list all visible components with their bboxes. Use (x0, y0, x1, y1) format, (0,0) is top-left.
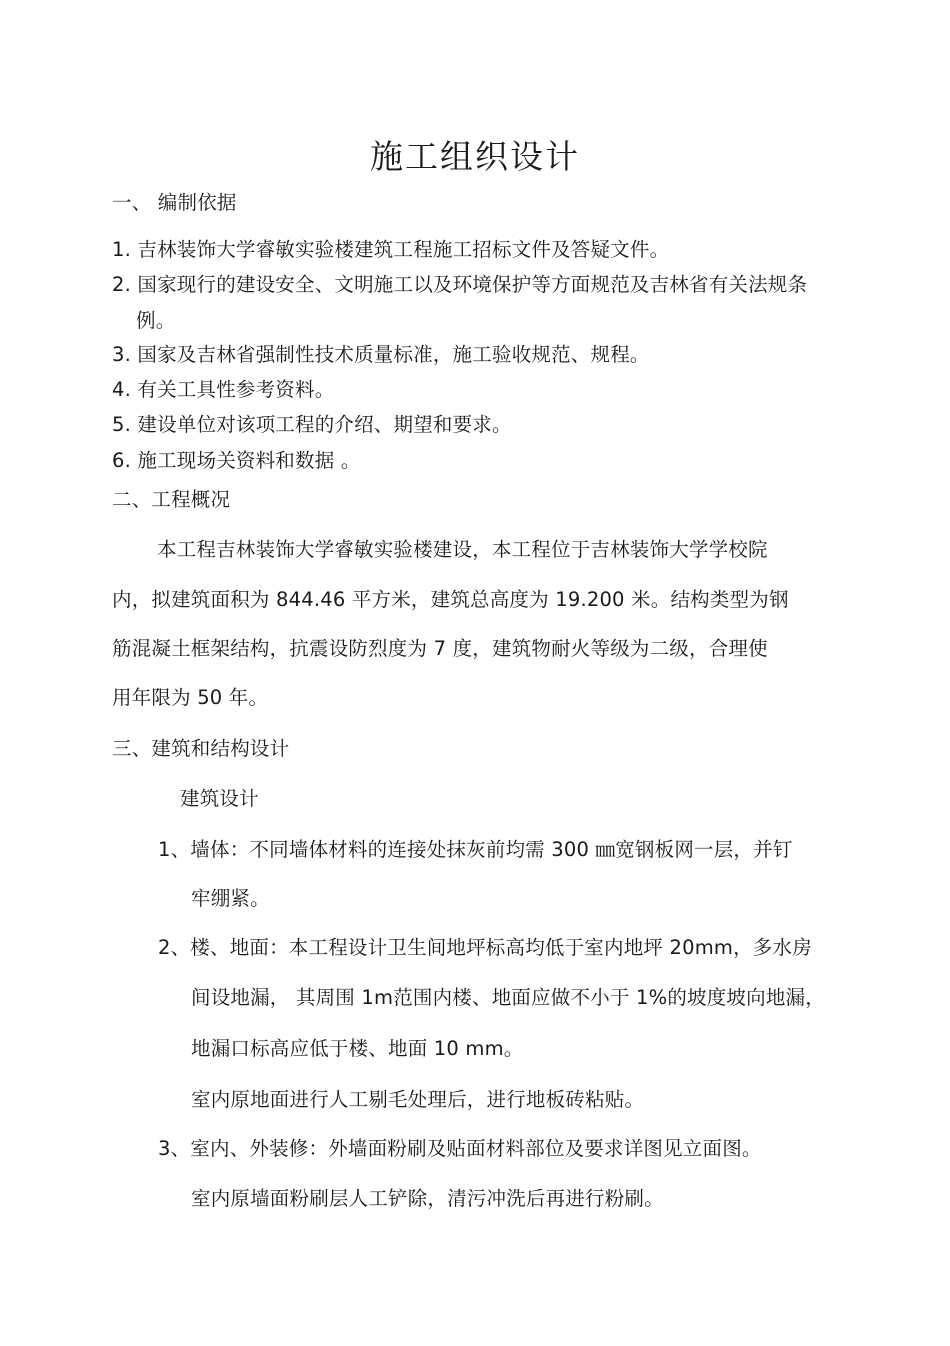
basis-item-1: 1. 吉林装饰大学睿敏实验楼建筑工程施工招标文件及答疑文件。 (112, 238, 670, 261)
basis-item-2-cont: 例。 (136, 309, 176, 332)
section-heading-basis: 一、 编制依据 (112, 191, 237, 214)
basis-item-5: 5. 建设单位对该项工程的介绍、期望和要求。 (112, 413, 512, 436)
design-floor-line-4: 室内原地面进行人工剔毛处理后，进行地板砖粘贴。 (191, 1088, 645, 1111)
design-floor-line-1: 2、楼、地面：本工程设计卫生间地坪标高均低于室内地坪 20mm，多水房 (158, 936, 812, 959)
overview-line-4: 用年限为 50 年。 (112, 686, 269, 709)
document-title: 施工组织设计 (370, 137, 580, 176)
design-finish-line-2: 室内原墙面粉刷层人工铲除，清污冲洗后再进行粉刷。 (191, 1187, 664, 1210)
overview-line-2: 内，拟建筑面积为 844.46 平方米，建筑总高度为 19.200 米。结构类型为钢 (112, 588, 789, 611)
basis-item-4: 4. 有关工具性参考资料。 (112, 378, 335, 401)
design-finish-line-1: 3、室内、外装修：外墙面粉刷及贴面材料部位及要求详图见立面图。 (158, 1137, 762, 1160)
design-floor-line-3: 地漏口标高应低于楼、地面 10 mm。 (191, 1037, 524, 1060)
design-floor-line-2: 间设地漏， 其周围 1m范围内楼、地面应做不小于 1%的坡度坡向地漏， (191, 986, 825, 1009)
basis-item-2: 2. 国家现行的建设安全、文明施工以及环境保护等方面规范及吉林省有关法规条 (112, 273, 808, 296)
section-heading-design: 三、建筑和结构设计 (112, 737, 290, 760)
overview-line-1: 本工程吉林装饰大学睿敏实验楼建设，本工程位于吉林装饰大学学校院 (157, 538, 768, 561)
section-heading-overview: 二、工程概况 (112, 488, 231, 511)
overview-line-3: 筋混凝土框架结构，抗震设防烈度为 7 度，建筑物耐火等级为二级，合理使 (112, 637, 768, 660)
design-wall-line-1: 1、墙体：不同墙体材料的连接处抹灰前均需 300 ㎜宽钢板网一层，并钉 (158, 838, 793, 861)
subheading-architecture: 建筑设计 (180, 787, 259, 810)
basis-item-3: 3. 国家及吉林省强制性技术质量标准，施工验收规范、规程。 (112, 343, 650, 366)
design-wall-line-2: 牢绷紧。 (191, 887, 270, 910)
basis-item-6: 6. 施工现场关资料和数据 。 (112, 449, 361, 472)
